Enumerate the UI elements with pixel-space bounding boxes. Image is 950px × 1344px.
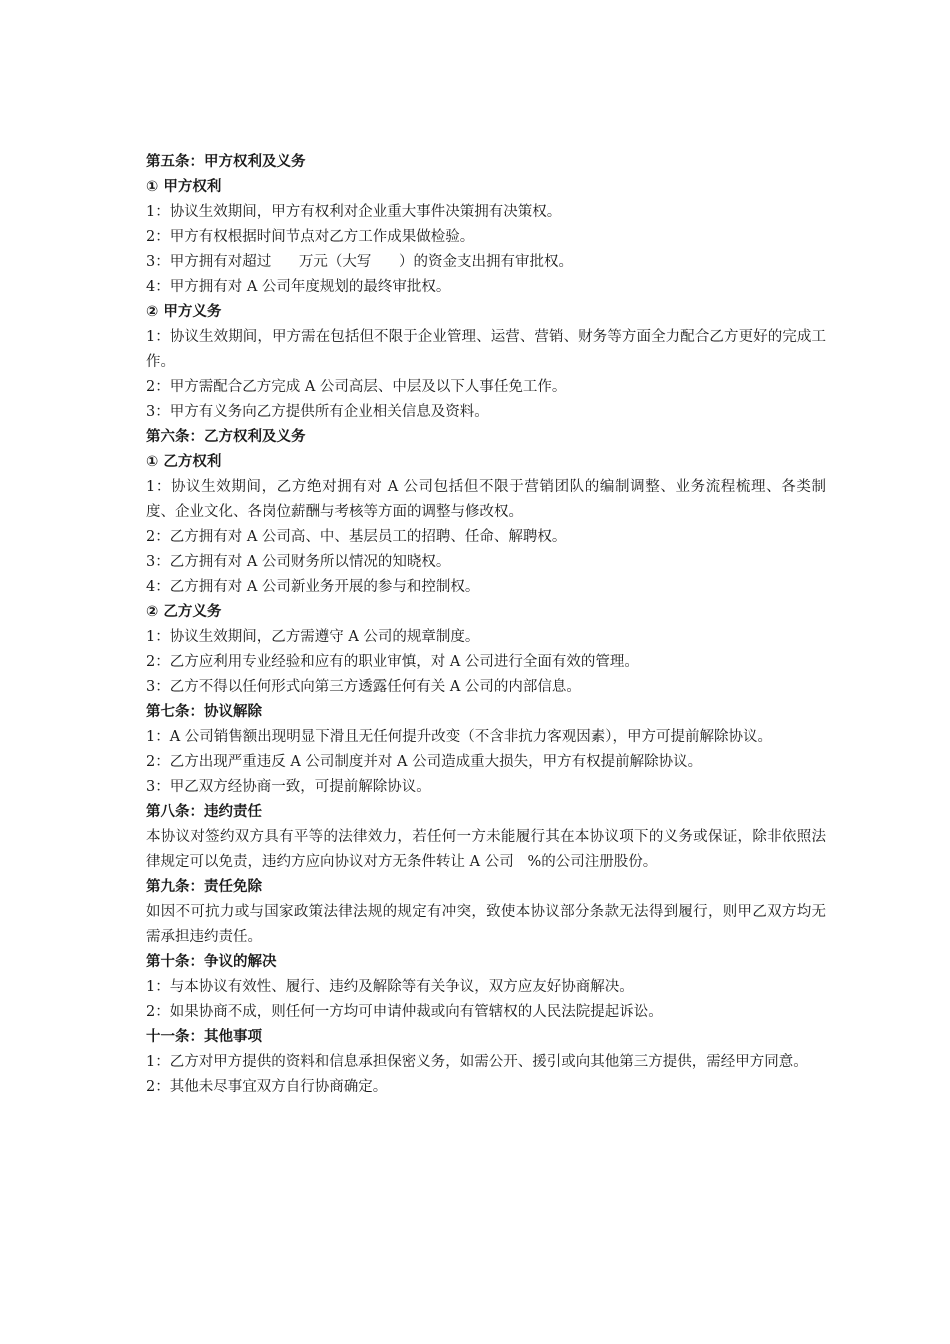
party-b-rights-heading: ① 乙方权利 — [146, 454, 222, 470]
clause: 1：与本协议有效性、履行、违约及解除等有关争议，双方应友好协商解决。 — [146, 979, 634, 995]
clause: 1：协议生效期间，乙方绝对拥有对 A 公司包括但不限于营销团队的编制调整、业务流程梳理、各类制度、企业文化、各岗位薪酬与考核等方面的调整与修改权。 — [146, 479, 826, 520]
clause: 3：甲乙双方经协商一致，可提前解除协议。 — [146, 779, 431, 795]
clause: 4：甲方拥有对 A 公司年度规划的最终审批权。 — [146, 279, 451, 295]
party-b-duties-heading: ② 乙方义务 — [146, 604, 222, 620]
clause: 2：其他未尽事宜双方自行协商确定。 — [146, 1079, 388, 1095]
article-8-text: 本协议对签约双方具有平等的法律效力，若任何一方未能履行其在本协议项下的义务或保证，除非依照法律规定可以免责，违约方应向协议对方无条件转让 A 公司 %的公司注册股份。 — [146, 829, 826, 870]
clause: 2：如果协商不成，则任何一方均可申请仲裁或向有管辖权的人民法院提起诉讼。 — [146, 1004, 663, 1020]
clause: 3：乙方拥有对 A 公司财务所以情况的知晓权。 — [146, 554, 451, 570]
clause: 1：协议生效期间，乙方需遵守 A 公司的规章制度。 — [146, 629, 480, 645]
clause: 1：协议生效期间，甲方需在包括但不限于企业管理、运营、营销、财务等方面全力配合乙方更好的完成工作。 — [146, 329, 826, 370]
party-a-rights-heading: ① 甲方权利 — [146, 179, 222, 195]
article-7-title: 第七条：协议解除 — [146, 704, 262, 720]
clause: 2：甲方有权根据时间节点对乙方工作成果做检验。 — [146, 229, 475, 245]
clause: 3：甲方有义务向乙方提供所有企业相关信息及资料。 — [146, 404, 489, 420]
clause: 2：乙方应利用专业经验和应有的职业审慎，对 A 公司进行全面有效的管理。 — [146, 654, 639, 670]
clause: 4：乙方拥有对 A 公司新业务开展的参与和控制权。 — [146, 579, 480, 595]
clause: 1：A 公司销售额出现明显下滑且无任何提升改变（不含非抗力客观因素），甲方可提前解除协议。 — [146, 729, 773, 745]
clause: 3：乙方不得以任何形式向第三方透露任何有关 A 公司的内部信息。 — [146, 679, 581, 695]
article-11-title: 十一条：其他事项 — [146, 1029, 262, 1045]
article-10-title: 第十条：争议的解决 — [146, 954, 277, 970]
article-9-title: 第九条：责任免除 — [146, 879, 262, 895]
article-9-text: 如因不可抗力或与国家政策法律法规的规定有冲突，致使本协议部分条款无法得到履行，则甲乙双方均无需承担违约责任。 — [146, 904, 826, 945]
clause: 1：协议生效期间，甲方有权利对企业重大事件决策拥有决策权。 — [146, 204, 562, 220]
clause: 2：乙方拥有对 A 公司高、中、基层员工的招聘、任命、解聘权。 — [146, 529, 567, 545]
clause: 2：乙方出现严重违反 A 公司制度并对 A 公司造成重大损失，甲方有权提前解除协议。 — [146, 754, 703, 770]
article-5-title: 第五条：甲方权利及义务 — [146, 154, 306, 170]
clause: 2：甲方需配合乙方完成 A 公司高层、中层及以下人事任免工作。 — [146, 379, 567, 395]
clause: 3：甲方拥有对超过 万元（大写 ）的资金支出拥有审批权。 — [146, 254, 574, 270]
party-a-duties-heading: ② 甲方义务 — [146, 304, 222, 320]
article-6-title: 第六条：乙方权利及义务 — [146, 429, 306, 445]
article-8-title: 第八条：违约责任 — [146, 804, 262, 820]
clause: 1：乙方对甲方提供的资料和信息承担保密义务，如需公开、援引或向其他第三方提供，需经甲方同意。 — [146, 1054, 808, 1070]
document-page — [146, 150, 826, 1100]
